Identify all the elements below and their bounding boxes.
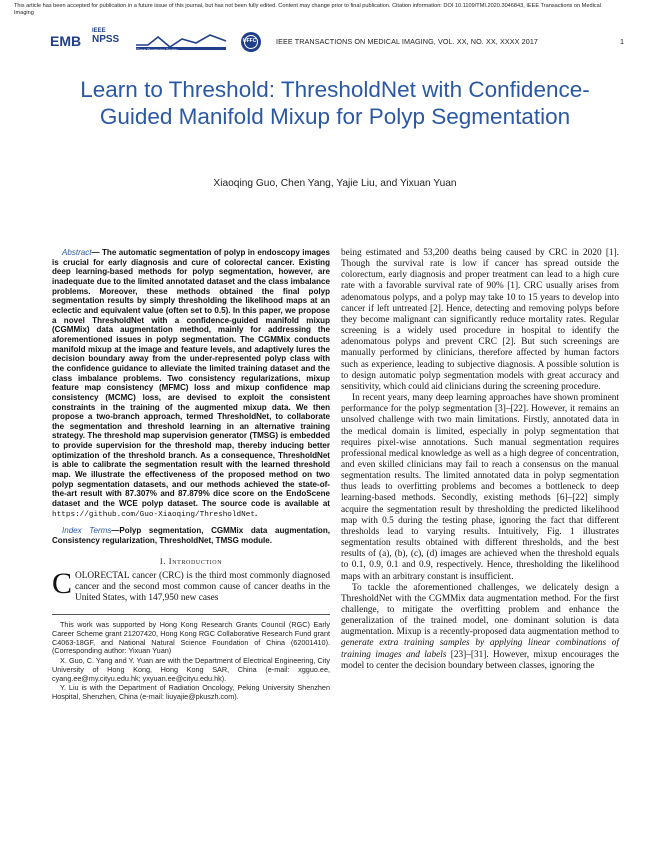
intro-text: cancer (CRC) is the third most commonly diagnosed cancer and the second most common cause of cancer deaths in the United States, with 147,950 new cases — [75, 570, 330, 604]
footnote-affiliation-2: Y. Liu is with the Department of Radiation Oncology, Peking University Shenzhen Hospital, Shenzhen, China (e-mail: liuyajie@pkuszh.com). — [52, 683, 330, 701]
section-number: I. — [159, 555, 167, 566]
body-paragraph-1: being estimated and 53,200 deaths being caused by CRC in 2020 [1]. Though the survival rate is low if cancer has spread outside the colorectum, early diagnosis and proper treatment can lead to a high cure rate with a favorable survival rate of 90% [1]. CRC usually arises from adenomatous polyps, and a polyp may take 10 to 15 years to develop into cancer if left untreated [2]. Hence, detecting and removing polyps before they become malignant can significantly reduce mortality rates. Regular screening is a widely used procedure in hospital to identify the adenomatous polyps and prevent CRC [2]. But such screenings are manually performed by clinicians, therefore affected by human factors such as experience, leading to subjective diagnosis. A possible solution is to design automatic polyp segmentation models with great accuracy and sensitivity, which could aid clinicians during the screening procedure. — [341, 248, 619, 392]
body-paragraph-3-emphasis: generate extra training samples by applying linear combinations of training images and labels — [341, 638, 619, 660]
abstract-text: — The automatic segmentation of polyp in endoscopy images is crucial for early diagnosis and cure of colorectal cancer. Existing deep learning-based methods for polyp segmentation, however, are inadequate due to the limited annotated dataset and the class imbalance problems. Moreover, these methods obtained the final polyp segmentation results by simply thresholding the likelihood maps at an eclectic and equivalent value (often set to 0.5). In this paper, we propose a novel ThresholdNet with a confidence-guided manifold mixup (CGMMix) data augmentation method, mainly for addressing the aforementioned issues in polyp segmentation. The CGMMix conducts manifold mixup at the image and feature levels, and adaptively lures the decision boundary away from the under-represented polyp class with the confidence guidance to alleviate the limited training dataset and the class imbalance problems. Two consistency regularizations, mixup feature map consistency (MFMC) loss and mixup confidence map consistency (MCMC) loss, are devised to exploit the consistent constraints in the training of the augmented mixup data. We then propose a two-branch approach, termed ThresholdNet, to collaborate the segmentation and threshold learning in an alternative training strategy. The threshold map supervision generator (TMSG) is embedded to provide supervision for the threshold map, thereby inducing better optimization of the threshold branch. As a consequence, ThresholdNet is able to calibrate the segmentation result with the learned threshold map. We illustrate the effectiveness of the proposed method on two polyp segmentation datasets, and our methods achieved the state-of-the-art result with 87.307% and 87.879% dice score on the EndoScene dataset and the WCE polyp dataset. The source code is available at — [52, 248, 330, 509]
ieee-mark: IEEE — [92, 28, 106, 34]
code-url[interactable]: https://github.com/Guo-Xiaoqing/ThresholdNet — [52, 510, 255, 519]
npss-mark: NPSS — [92, 34, 120, 45]
author-list: Xiaoqing Guo, Chen Yang, Yajie Liu, and Yixuan Yuan — [213, 178, 457, 189]
sps-logo — [134, 31, 234, 58]
intro-smallcaps: OLORECTAL — [75, 570, 130, 581]
abstract — [52, 248, 330, 520]
acceptance-note: This article has been accepted for publication in a future issue of this journal, but has not been fully edited. Content may change prior to final publication. Citation information: DOI 10.1109/TMI.2020.3046843, IEEE Transactions on Medical Imaging — [14, 3, 601, 17]
body-paragraph-3 — [341, 583, 619, 672]
abstract-end: . — [254, 508, 258, 518]
footnote-affiliation-1: X. Guo, C. Yang and Y. Yuan are with the Department of Electrical Engineering, City University of Hong Kong, Hong Kong SAR, China (e-mail: xgguo.ee, cyang.ee@my.cityu.edu.hk; yxyuan.ee@cityu.edu.hk). — [52, 656, 330, 683]
footnote-funding: This work was supported by Hong Kong Research Grants Council (RGC) Early Career Scheme grant 21207420, Hong Kong RGC Collaborative Research Fund grant C4063-18GF, and National Natural Science Foundation of China (62001410). (Corresponding author: Yixuan Yuan) — [52, 620, 330, 656]
index-terms-text: —Polyp segmentation, CGMMix data augmentation, Consistency regularization, ThresholdNet, TMSG module. — [52, 526, 331, 546]
npss-logo — [92, 28, 119, 45]
section-title: Introduction — [168, 555, 223, 566]
paper-title: Learn to Threshold: ThresholdNet with Confidence-Guided Manifold Mixup for Polyp Segmentation — [80, 77, 590, 129]
page-number: 1 — [620, 37, 624, 46]
drop-cap: C — [52, 566, 73, 600]
right-column — [341, 248, 619, 672]
body-paragraph-2: In recent years, many deep learning approaches have shown prominent performance for the polyp segmentation [3]–[22]. However, it remains an unsolved challenge with two main limitations. Firstly, annotated data in the medical domain is limited, especially in polyp segmentation that requires pixel-wise annotations. Such manual segmentation requires professional medical knowledge as well as a high degree of concentration, and even skilled clinicians may fail to reach a consensus on the manual segmentation results. The limited annotated data in polyp segmentation thus leads to overfitting problems and becomes a bottleneck to deep learning-based methods. Secondly, existing methods [6]–[22] simply acquire the segmentation result by thresholding the predicted likelihood map with 0.5 during the testing phase, ignoring the fact that different thresholds lead to varying results. Intuitively, Fig. 1 illustrates segmentation results obtained with different thresholds, and the best results of (a), (b), (c), (d) images are achieved when the threshold equals to 0.1, 0.9, 0.1 and 0.9, respectively. Hence, thresholding the likelihood maps with an arbitrary constant is insufficient. — [341, 393, 619, 582]
index-terms — [52, 526, 330, 545]
emb-logo: EMB — [50, 33, 82, 49]
left-column — [52, 248, 330, 703]
index-terms-heading: Index Terms — [62, 526, 112, 536]
body-paragraph-3-end: [23]–[31]. However, mixup encourages the model to center the decision boundary between classes, ignoring the — [341, 649, 619, 671]
body-paragraph-3-start: To tackle the aforementioned challenges, we delicately design a ThresholdNet with the CGMMix data augmentation method. For the first challenge, to mitigate the overfitting problem and enhance the generalization of the trained model, one dominant solution is data augmentation. Mixup is a recently-proposed data augmentation method to — [341, 582, 619, 638]
section-heading — [52, 556, 330, 566]
intro-paragraph — [52, 566, 330, 605]
uffc-logo — [240, 31, 262, 58]
abstract-heading: Abstract — [62, 248, 92, 257]
footnote-divider — [52, 614, 330, 615]
uffc-logo-text: UFFC — [243, 38, 257, 44]
sps-logo-text: Signal Processing Society — [136, 48, 178, 52]
journal-header: IEEE TRANSACTIONS ON MEDICAL IMAGING, VOL. XX, NO. XX, XXXX 2017 — [276, 37, 539, 46]
